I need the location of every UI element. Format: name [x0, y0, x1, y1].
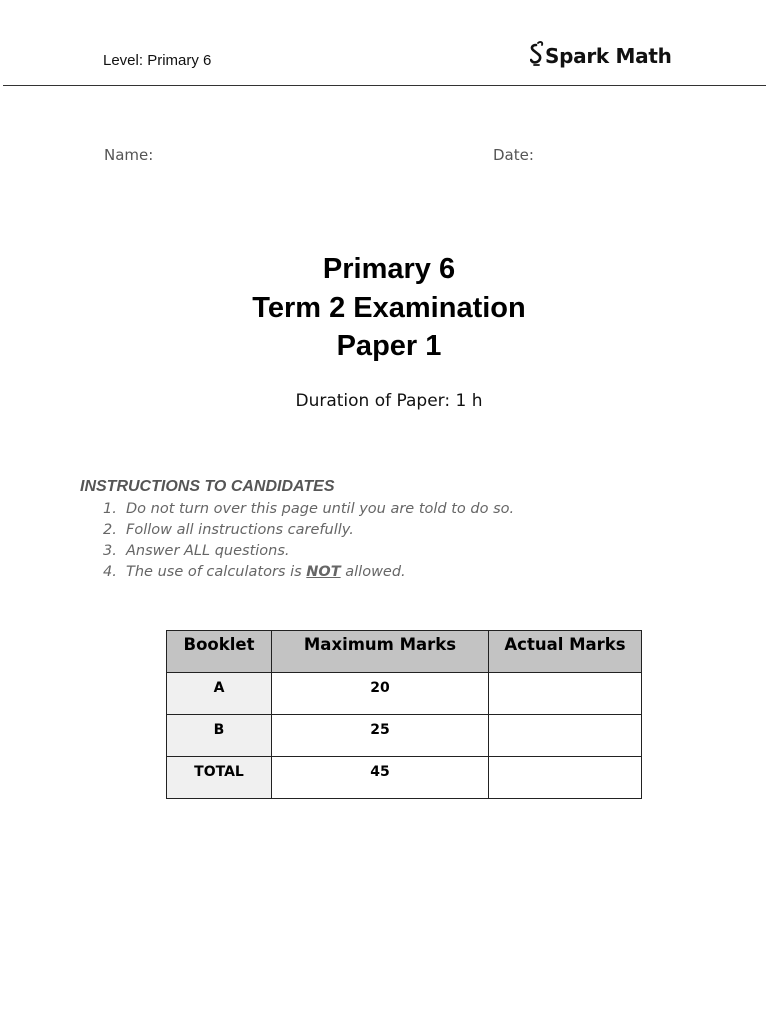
logo-text: Spark Math [545, 44, 672, 68]
instruction-text: Answer ALL questions. [126, 543, 290, 559]
exam-title [0, 250, 768, 366]
instructions-list [103, 499, 514, 583]
booklet-cell: A [167, 673, 272, 715]
level-label: Level: Primary 6 [103, 52, 212, 69]
table-header-row [167, 631, 642, 673]
max-marks-cell: 45 [272, 757, 489, 799]
date-field-label: Date: [493, 146, 534, 164]
header-divider [3, 85, 766, 86]
title-line-paper: Paper 1 [336, 330, 442, 362]
table-row [167, 715, 642, 757]
instruction-number: 4. [103, 564, 117, 580]
instruction-text-end: allowed. [340, 564, 406, 580]
actual-marks-cell [489, 673, 642, 715]
instruction-text: Follow all instructions carefully. [126, 522, 354, 538]
instruction-item [103, 562, 514, 583]
title-line-exam: Term 2 Examination [252, 291, 526, 324]
duration-text: Duration of Paper: 1 h [295, 391, 483, 411]
instruction-text: The use of calculators is [126, 564, 307, 580]
instruction-item [103, 520, 514, 541]
instruction-item [103, 541, 514, 562]
instruction-number: 1. [103, 501, 117, 517]
booklet-cell: TOTAL [167, 757, 272, 799]
header-booklet: Booklet [167, 631, 272, 673]
max-marks-cell: 20 [272, 673, 489, 715]
table-row [167, 757, 642, 799]
instruction-emphasis: NOT [306, 564, 341, 580]
table-row [167, 673, 642, 715]
actual-marks-cell [489, 715, 642, 757]
instruction-number: 2. [103, 522, 117, 538]
header-actual-marks: Actual Marks [489, 631, 642, 673]
instructions-heading: INSTRUCTIONS TO CANDIDATES [80, 478, 335, 495]
header-maximum-marks: Maximum Marks [272, 631, 489, 673]
instruction-text: Do not turn over this page until you are told to do so. [126, 501, 515, 517]
actual-marks-cell [489, 757, 642, 799]
instruction-number: 3. [103, 543, 117, 559]
max-marks-cell: 25 [272, 715, 489, 757]
title-line-level: Primary 6 [322, 253, 456, 285]
name-field-label: Name: [104, 146, 154, 164]
booklet-cell: B [167, 715, 272, 757]
spark-logo-icon [530, 41, 546, 71]
instruction-item [103, 499, 514, 520]
spark-math-logo [530, 40, 672, 72]
marks-table [166, 630, 642, 799]
